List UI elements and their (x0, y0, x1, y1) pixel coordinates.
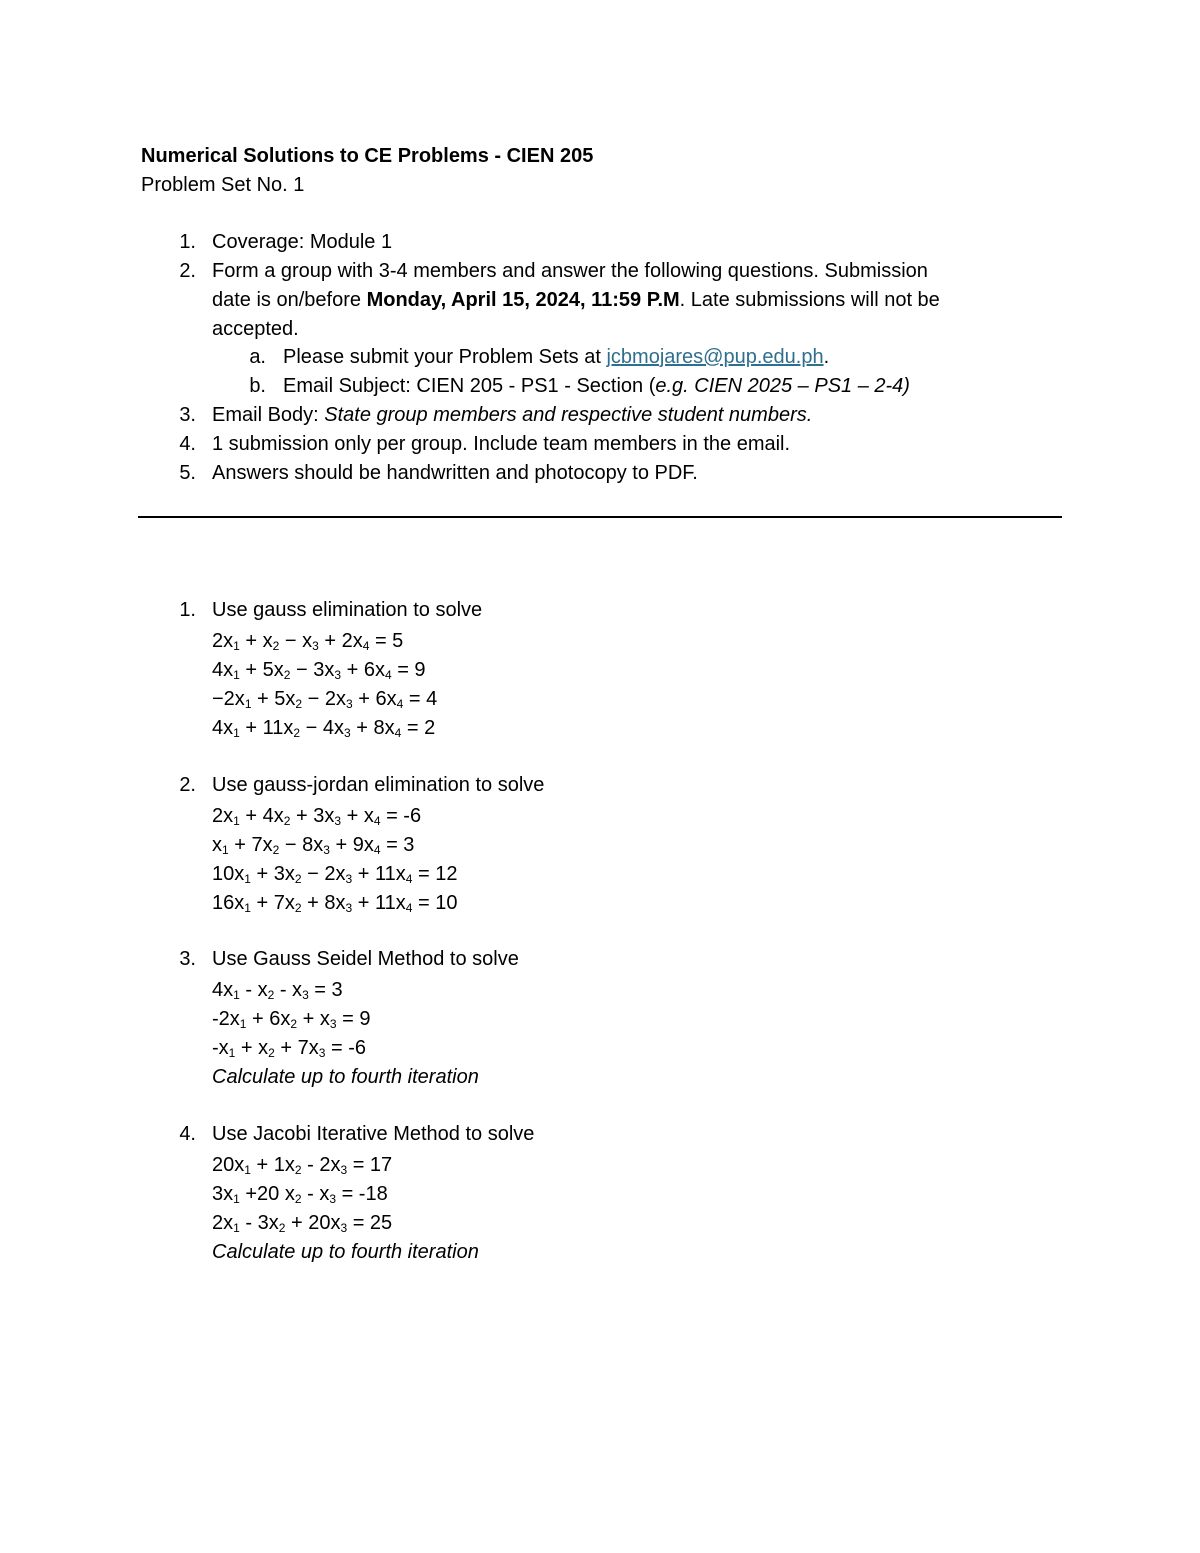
sub-item-letter: a. (249, 346, 266, 368)
email-link[interactable]: jcbmojares@pup.edu.ph (606, 346, 824, 368)
instruction-text: Coverage: Module 1 (212, 231, 393, 253)
instruction-text-continued: accepted. (212, 318, 299, 340)
problem-prompt: Use gauss-jordan elimination to solve (212, 774, 545, 796)
equation: $10x_1 + 3x_2 - 2x_3 + 11x_4 = 12$ (212, 863, 458, 886)
equation: $x_1 + 7x_2 - 8x_3 + 9x_4 = 3$ (212, 834, 415, 857)
equation: $4x_1 - x_2 - x_3 = 3$ (212, 979, 343, 1002)
instruction-number: 2. (179, 260, 196, 282)
instruction-number: 4. (179, 433, 196, 455)
equation: $4x_1 + 5x_2 - 3x_3 + 6x_4 = 9$ (212, 659, 426, 682)
equation: $-2x_1 + 6x_2 + x_3 = 9$ (212, 1008, 371, 1031)
problem-number: 2. (179, 774, 196, 796)
equation: $20x_1 + 1x_2 - 2x_3 = 17$ (212, 1154, 393, 1177)
equation: $2x_1 + 4x_2 + 3x_3 + x_4 = -6$ (212, 805, 422, 828)
equation: $2x_1 - 3x_2 + 20x_3 = 25$ (212, 1212, 393, 1235)
instruction-text: 1 submission only per group. Include team members in the email. (212, 433, 791, 455)
instruction-text: Answers should be handwritten and photocopy to PDF. (212, 462, 698, 484)
problem-note: Calculate up to fourth iteration (212, 1241, 479, 1263)
instruction-number: 3. (179, 404, 196, 426)
sub-item-letter: b. (249, 375, 266, 397)
instruction-number: 5. (179, 462, 196, 484)
problem-number: 1. (179, 599, 196, 621)
instruction-text: Email Body: State group members and respective student numbers. (212, 404, 813, 426)
problem-prompt: Use Jacobi Iterative Method to solve (212, 1123, 535, 1145)
equation: $2x_1 + x_2 - x_3 + 2x_4 = 5$ (212, 630, 404, 653)
sub-item-text: Please submit your Problem Sets at jcbmojares@pup.edu.ph. (283, 346, 830, 368)
document-subtitle: Problem Set No. 1 (141, 174, 305, 196)
sub-item-text: Email Subject: CIEN 205 - PS1 - Section (e.g. CIEN 2025 – PS1 – 2-4) (283, 375, 910, 397)
deadline-text: Monday, April 15, 2024, 11:59 P.M (366, 289, 680, 311)
problem-prompt: Use gauss elimination to solve (212, 599, 483, 621)
equation: $16x_1 + 7x_2 + 8x_3 + 11x_4 = 10$ (212, 892, 458, 915)
equation: $4x_1 + 11x_2 - 4x_3 + 8x_4 = 2$ (212, 717, 436, 740)
problem-prompt: Use Gauss Seidel Method to solve (212, 948, 519, 970)
equation: $-2x_1 + 5x_2 - 2x_3 + 6x_4 = 4$ (212, 688, 438, 711)
problem-number: 3. (179, 948, 196, 970)
instruction-text: Form a group with 3-4 members and answer the following questions. Submission (212, 260, 928, 282)
problem-number: 4. (179, 1123, 196, 1145)
horizontal-divider (138, 516, 1062, 518)
problem-note: Calculate up to fourth iteration (212, 1066, 479, 1088)
instruction-number: 1. (179, 231, 196, 253)
instruction-text-continued: date is on/before Monday, April 15, 2024, 11:59 P.M. Late submissions will not be (212, 289, 940, 311)
equation: $-x_1 + x_2 + 7x_3 = -6$ (212, 1037, 367, 1060)
document-title: Numerical Solutions to CE Problems - CIEN 205 (141, 145, 594, 167)
equation: $3x_1 +20$ $x_2 - x_3 = -18$ (212, 1183, 388, 1206)
